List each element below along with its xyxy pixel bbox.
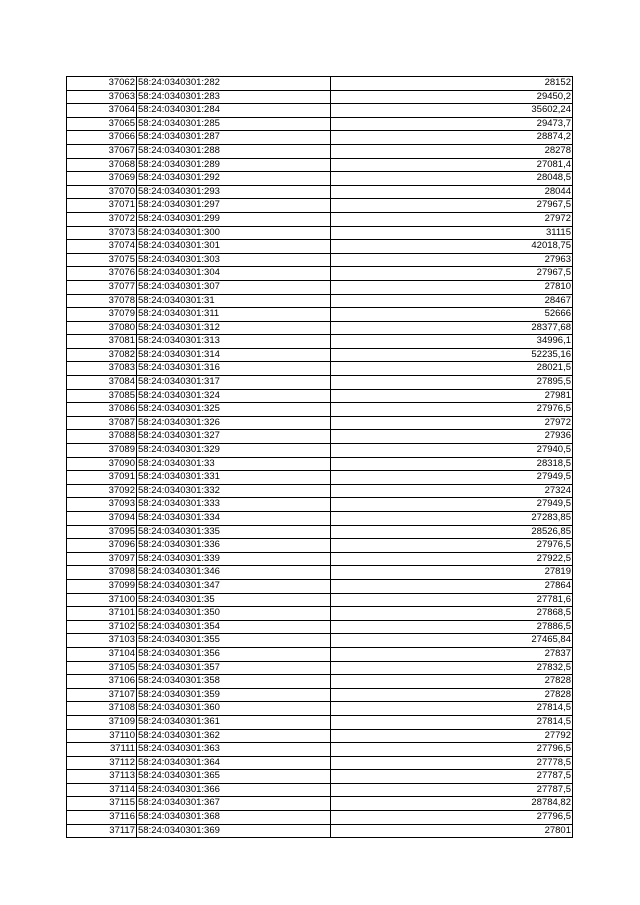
value-cell: 28784,82 <box>331 797 573 811</box>
table-row <box>67 811 573 825</box>
cadastral-number-cell: 58:24:0340301:313 <box>137 335 331 349</box>
row-number-cell: 37089 <box>67 444 137 458</box>
value-cell: 27465,84 <box>331 634 573 648</box>
cadastral-number-cell: 58:24:0340301:311 <box>137 308 331 322</box>
cadastral-number-cell: 58:24:0340301:327 <box>137 430 331 444</box>
row-number-cell: 37080 <box>67 321 137 335</box>
cadastral-number-cell: 58:24:0340301:367 <box>137 797 331 811</box>
cadastral-number-cell: 58:24:0340301:304 <box>137 267 331 281</box>
cadastral-number-cell: 58:24:0340301:358 <box>137 675 331 689</box>
value-cell: 34996,1 <box>331 335 573 349</box>
row-number-cell: 37079 <box>67 308 137 322</box>
table-row <box>67 444 573 458</box>
cadastral-number-cell: 58:24:0340301:331 <box>137 471 331 485</box>
table-row <box>67 144 573 158</box>
row-number-cell: 37112 <box>67 756 137 770</box>
row-number-cell: 37078 <box>67 294 137 308</box>
table-row <box>67 552 573 566</box>
row-number-cell: 37086 <box>67 403 137 417</box>
row-number-cell: 37087 <box>67 416 137 430</box>
table-row <box>67 131 573 145</box>
table-row <box>67 376 573 390</box>
value-cell: 28377,68 <box>331 321 573 335</box>
value-cell: 27940,5 <box>331 444 573 458</box>
value-cell: 42018,75 <box>331 240 573 254</box>
row-number-cell: 37101 <box>67 607 137 621</box>
table-row <box>67 756 573 770</box>
row-number-cell: 37063 <box>67 90 137 104</box>
table-row <box>67 321 573 335</box>
table-row <box>67 416 573 430</box>
cadastral-number-cell: 58:24:0340301:303 <box>137 253 331 267</box>
value-cell: 27819 <box>331 566 573 580</box>
cadastral-number-cell: 58:24:0340301:301 <box>137 240 331 254</box>
cadastral-number-cell: 58:24:0340301:355 <box>137 634 331 648</box>
row-number-cell: 37093 <box>67 498 137 512</box>
row-number-cell: 37095 <box>67 525 137 539</box>
value-cell: 27796,5 <box>331 743 573 757</box>
row-number-cell: 37103 <box>67 634 137 648</box>
cadastral-number-cell: 58:24:0340301:283 <box>137 90 331 104</box>
cadastral-number-cell: 58:24:0340301:361 <box>137 715 331 729</box>
cadastral-number-cell: 58:24:0340301:335 <box>137 525 331 539</box>
cadastral-number-cell: 58:24:0340301:325 <box>137 403 331 417</box>
row-number-cell: 37098 <box>67 566 137 580</box>
cadastral-number-cell: 58:24:0340301:356 <box>137 647 331 661</box>
value-cell: 27972 <box>331 212 573 226</box>
row-number-cell: 37099 <box>67 579 137 593</box>
value-cell: 27324 <box>331 484 573 498</box>
table-row <box>67 240 573 254</box>
value-cell: 27886,5 <box>331 620 573 634</box>
cadastral-number-cell: 58:24:0340301:360 <box>137 702 331 716</box>
value-cell: 28318,5 <box>331 457 573 471</box>
row-number-cell: 37085 <box>67 389 137 403</box>
table-row <box>67 199 573 213</box>
table-row <box>67 172 573 186</box>
value-cell: 29473,7 <box>331 117 573 131</box>
cadastral-number-cell: 58:24:0340301:339 <box>137 552 331 566</box>
table-row <box>67 688 573 702</box>
value-cell: 27976,5 <box>331 403 573 417</box>
row-number-cell: 37072 <box>67 212 137 226</box>
value-cell: 27814,5 <box>331 715 573 729</box>
value-cell: 27981 <box>331 389 573 403</box>
value-cell: 27895,5 <box>331 376 573 390</box>
value-cell: 27810 <box>331 280 573 294</box>
value-cell: 27832,5 <box>331 661 573 675</box>
row-number-cell: 37074 <box>67 240 137 254</box>
row-number-cell: 37104 <box>67 647 137 661</box>
table-row <box>67 335 573 349</box>
cadastral-number-cell: 58:24:0340301:350 <box>137 607 331 621</box>
table-row <box>67 280 573 294</box>
value-cell: 28467 <box>331 294 573 308</box>
row-number-cell: 37071 <box>67 199 137 213</box>
cadastral-number-cell: 58:24:0340301:35 <box>137 593 331 607</box>
value-cell: 28021,5 <box>331 362 573 376</box>
table-row <box>67 593 573 607</box>
value-cell: 28044 <box>331 185 573 199</box>
row-number-cell: 37083 <box>67 362 137 376</box>
value-cell: 35602,24 <box>331 104 573 118</box>
cadastral-number-cell: 58:24:0340301:288 <box>137 144 331 158</box>
row-number-cell: 37107 <box>67 688 137 702</box>
cadastral-number-cell: 58:24:0340301:317 <box>137 376 331 390</box>
cadastral-number-cell: 58:24:0340301:359 <box>137 688 331 702</box>
value-cell: 27864 <box>331 579 573 593</box>
row-number-cell: 37091 <box>67 471 137 485</box>
value-cell: 29450,2 <box>331 90 573 104</box>
cadastral-number-cell: 58:24:0340301:333 <box>137 498 331 512</box>
cadastral-number-cell: 58:24:0340301:357 <box>137 661 331 675</box>
row-number-cell: 37081 <box>67 335 137 349</box>
cadastral-number-cell: 58:24:0340301:316 <box>137 362 331 376</box>
table-row <box>67 117 573 131</box>
value-cell: 52235,16 <box>331 348 573 362</box>
row-number-cell: 37105 <box>67 661 137 675</box>
value-cell: 28278 <box>331 144 573 158</box>
row-number-cell: 37109 <box>67 715 137 729</box>
value-cell: 27922,5 <box>331 552 573 566</box>
table-row <box>67 308 573 322</box>
value-cell: 52666 <box>331 308 573 322</box>
cadastral-number-cell: 58:24:0340301:285 <box>137 117 331 131</box>
row-number-cell: 37114 <box>67 783 137 797</box>
value-cell: 27972 <box>331 416 573 430</box>
cadastral-number-cell: 58:24:0340301:369 <box>137 824 331 838</box>
row-number-cell: 37113 <box>67 770 137 784</box>
table-row <box>67 579 573 593</box>
value-cell: 27949,5 <box>331 471 573 485</box>
row-number-cell: 37102 <box>67 620 137 634</box>
value-cell: 28048,5 <box>331 172 573 186</box>
table-row <box>67 824 573 838</box>
table-row <box>67 430 573 444</box>
row-number-cell: 37069 <box>67 172 137 186</box>
table-row <box>67 729 573 743</box>
row-number-cell: 37111 <box>67 743 137 757</box>
value-cell: 31115 <box>331 226 573 240</box>
value-cell: 27792 <box>331 729 573 743</box>
value-cell: 27967,5 <box>331 199 573 213</box>
row-number-cell: 37064 <box>67 104 137 118</box>
row-number-cell: 37110 <box>67 729 137 743</box>
cadastral-number-cell: 58:24:0340301:366 <box>137 783 331 797</box>
row-number-cell: 37116 <box>67 811 137 825</box>
row-number-cell: 37075 <box>67 253 137 267</box>
table-row <box>67 212 573 226</box>
cadastral-number-cell: 58:24:0340301:300 <box>137 226 331 240</box>
table-row <box>67 702 573 716</box>
row-number-cell: 37115 <box>67 797 137 811</box>
value-cell: 27081,4 <box>331 158 573 172</box>
cadastral-number-cell: 58:24:0340301:362 <box>137 729 331 743</box>
row-number-cell: 37068 <box>67 158 137 172</box>
cadastral-number-cell: 58:24:0340301:329 <box>137 444 331 458</box>
cadastral-number-cell: 58:24:0340301:297 <box>137 199 331 213</box>
table-row <box>67 77 573 91</box>
cadastral-number-cell: 58:24:0340301:365 <box>137 770 331 784</box>
cadastral-number-cell: 58:24:0340301:287 <box>137 131 331 145</box>
row-number-cell: 37076 <box>67 267 137 281</box>
table-row <box>67 226 573 240</box>
cadastral-number-cell: 58:24:0340301:346 <box>137 566 331 580</box>
value-cell: 27787,5 <box>331 783 573 797</box>
table-row <box>67 253 573 267</box>
row-number-cell: 37077 <box>67 280 137 294</box>
row-number-cell: 37094 <box>67 512 137 526</box>
cadastral-number-cell: 58:24:0340301:364 <box>137 756 331 770</box>
table-row <box>67 566 573 580</box>
cadastral-number-cell: 58:24:0340301:326 <box>137 416 331 430</box>
table-row <box>67 783 573 797</box>
table-row <box>67 512 573 526</box>
table-row <box>67 471 573 485</box>
row-number-cell: 37108 <box>67 702 137 716</box>
row-number-cell: 37088 <box>67 430 137 444</box>
value-cell: 27976,5 <box>331 539 573 553</box>
value-cell: 27828 <box>331 675 573 689</box>
cadastral-number-cell: 58:24:0340301:336 <box>137 539 331 553</box>
row-number-cell: 37117 <box>67 824 137 838</box>
cadastral-number-cell: 58:24:0340301:314 <box>137 348 331 362</box>
row-number-cell: 37100 <box>67 593 137 607</box>
cadastral-number-cell: 58:24:0340301:284 <box>137 104 331 118</box>
table-row <box>67 498 573 512</box>
table-row <box>67 675 573 689</box>
cadastral-number-cell: 58:24:0340301:312 <box>137 321 331 335</box>
cadastral-number-cell: 58:24:0340301:347 <box>137 579 331 593</box>
table-row <box>67 797 573 811</box>
row-number-cell: 37073 <box>67 226 137 240</box>
table-row <box>67 90 573 104</box>
table-row <box>67 661 573 675</box>
row-number-cell: 37090 <box>67 457 137 471</box>
cadastral-number-cell: 58:24:0340301:33 <box>137 457 331 471</box>
table-row <box>67 525 573 539</box>
value-cell: 28152 <box>331 77 573 91</box>
value-cell: 27796,5 <box>331 811 573 825</box>
cadastral-value-table <box>66 76 573 838</box>
value-cell: 27787,5 <box>331 770 573 784</box>
table-row <box>67 185 573 199</box>
row-number-cell: 37065 <box>67 117 137 131</box>
cadastral-number-cell: 58:24:0340301:332 <box>137 484 331 498</box>
value-cell: 27967,5 <box>331 267 573 281</box>
cadastral-number-cell: 58:24:0340301:334 <box>137 512 331 526</box>
row-number-cell: 37066 <box>67 131 137 145</box>
table-row <box>67 770 573 784</box>
table-row <box>67 634 573 648</box>
value-cell: 27283,85 <box>331 512 573 526</box>
table-row <box>67 457 573 471</box>
cadastral-number-cell: 58:24:0340301:324 <box>137 389 331 403</box>
value-cell: 27828 <box>331 688 573 702</box>
value-cell: 27778,5 <box>331 756 573 770</box>
cadastral-number-cell: 58:24:0340301:299 <box>137 212 331 226</box>
table-row <box>67 743 573 757</box>
table-row <box>67 484 573 498</box>
value-cell: 27801 <box>331 824 573 838</box>
row-number-cell: 37067 <box>67 144 137 158</box>
cadastral-number-cell: 58:24:0340301:307 <box>137 280 331 294</box>
cadastral-number-cell: 58:24:0340301:293 <box>137 185 331 199</box>
value-cell: 27837 <box>331 647 573 661</box>
row-number-cell: 37084 <box>67 376 137 390</box>
table-row <box>67 403 573 417</box>
value-cell: 27781,6 <box>331 593 573 607</box>
table-row <box>67 715 573 729</box>
table-row <box>67 539 573 553</box>
cadastral-number-cell: 58:24:0340301:363 <box>137 743 331 757</box>
value-cell: 27868,5 <box>331 607 573 621</box>
cadastral-number-cell: 58:24:0340301:282 <box>137 77 331 91</box>
table-row <box>67 348 573 362</box>
table-row <box>67 267 573 281</box>
row-number-cell: 37096 <box>67 539 137 553</box>
table-row <box>67 647 573 661</box>
table-row <box>67 294 573 308</box>
table-row <box>67 158 573 172</box>
row-number-cell: 37082 <box>67 348 137 362</box>
cadastral-number-cell: 58:24:0340301:368 <box>137 811 331 825</box>
table-row <box>67 620 573 634</box>
value-cell: 27949,5 <box>331 498 573 512</box>
table-body <box>67 77 573 838</box>
row-number-cell: 37062 <box>67 77 137 91</box>
table-row <box>67 607 573 621</box>
cadastral-number-cell: 58:24:0340301:354 <box>137 620 331 634</box>
table-row <box>67 389 573 403</box>
row-number-cell: 37092 <box>67 484 137 498</box>
row-number-cell: 37106 <box>67 675 137 689</box>
row-number-cell: 37097 <box>67 552 137 566</box>
value-cell: 27963 <box>331 253 573 267</box>
table-row <box>67 362 573 376</box>
row-number-cell: 37070 <box>67 185 137 199</box>
value-cell: 27936 <box>331 430 573 444</box>
value-cell: 28874,2 <box>331 131 573 145</box>
value-cell: 27814,5 <box>331 702 573 716</box>
cadastral-number-cell: 58:24:0340301:31 <box>137 294 331 308</box>
table-row <box>67 104 573 118</box>
cadastral-number-cell: 58:24:0340301:289 <box>137 158 331 172</box>
value-cell: 28526,85 <box>331 525 573 539</box>
cadastral-number-cell: 58:24:0340301:292 <box>137 172 331 186</box>
